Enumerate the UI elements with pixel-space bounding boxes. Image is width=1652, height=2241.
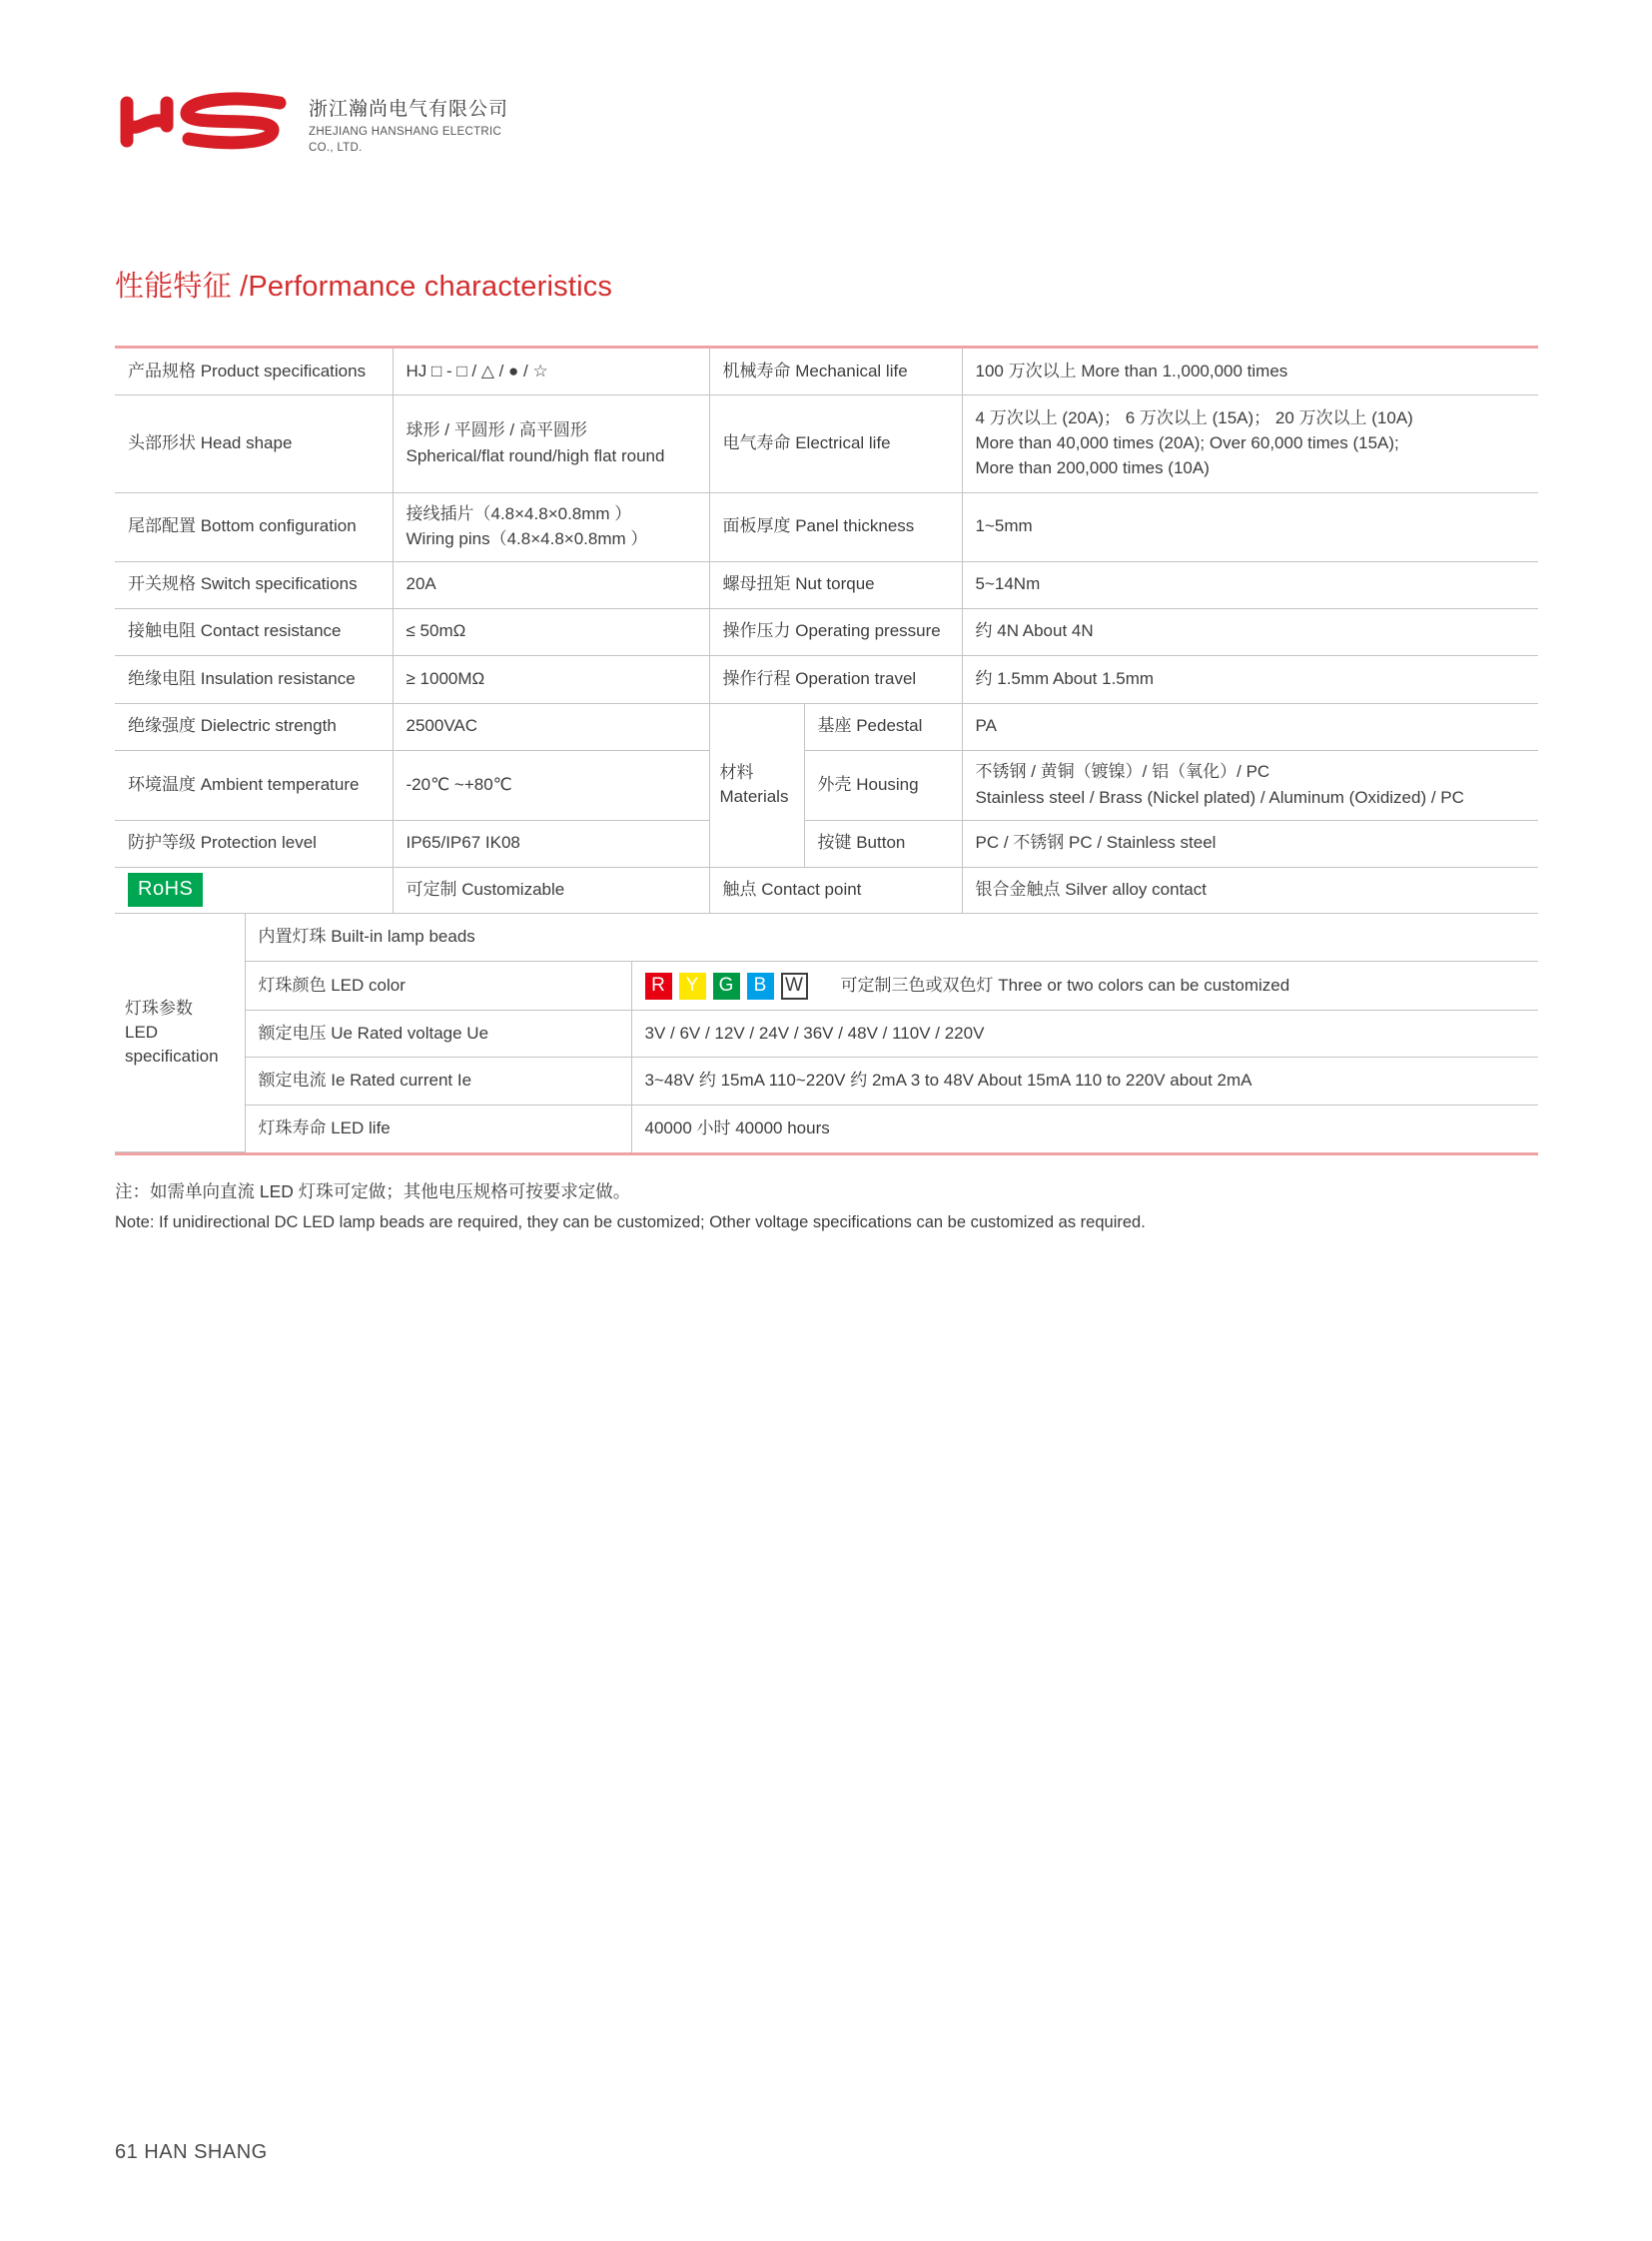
panel-thickness-label: 面板厚度 Panel thickness bbox=[709, 492, 962, 561]
operation-travel-label: 操作行程 Operation travel bbox=[709, 655, 962, 703]
button-material-label: 按键 Button bbox=[804, 820, 962, 867]
row-bottom-config bbox=[115, 492, 1538, 561]
row-product-spec bbox=[115, 349, 1538, 394]
led-yellow-badge: Y bbox=[679, 973, 706, 1000]
insulation-resistance-label: 绝缘电阻 Insulation resistance bbox=[115, 655, 393, 703]
row-led-voltage bbox=[115, 1011, 1538, 1058]
led-color-value bbox=[631, 962, 1538, 1011]
led-group-en2: specification bbox=[125, 1046, 219, 1066]
led-life-label: 灯珠寿命 LED life bbox=[245, 1106, 631, 1152]
materials-group-cell bbox=[709, 703, 804, 867]
housing-value-cn: 不锈钢 / 黄铜（镀镍）/ 铝（氧化）/ PC bbox=[975, 762, 1270, 782]
footnote-en: Note: If unidirectional DC LED lamp beads are required, they can be customized; Other voltage specifications can be customized as required. bbox=[115, 1213, 1146, 1231]
led-green-badge: G bbox=[713, 973, 740, 1000]
contact-point-value: 银合金触点 Silver alloy contact bbox=[962, 867, 1538, 913]
electrical-life-en1: More than 40,000 times (20A); Over 60,000 times (15A); bbox=[975, 432, 1399, 452]
led-spec-table bbox=[115, 914, 1538, 1153]
materials-label-cn: 材料 bbox=[719, 762, 754, 782]
electrical-life-value bbox=[962, 394, 1538, 492]
contact-resistance-value: ≤ 50mΩ bbox=[393, 608, 709, 655]
company-name-cn: 浙江瀚尚电气有限公司 bbox=[309, 99, 509, 120]
switch-spec-value: 20A bbox=[393, 561, 709, 608]
page-footer: 61 HAN SHANG bbox=[115, 2141, 268, 2163]
bottom-config-value-en: Wiring pins（4.8×4.8×0.8mm ） bbox=[406, 529, 648, 548]
housing-value bbox=[962, 750, 1538, 820]
company-name-block bbox=[309, 90, 508, 156]
insulation-resistance-value: ≥ 1000MΩ bbox=[393, 655, 709, 703]
contact-point-label: 触点 Contact point bbox=[709, 867, 962, 913]
performance-table bbox=[115, 349, 1538, 914]
bottom-config-value bbox=[393, 492, 709, 561]
row-led-color bbox=[115, 962, 1538, 1011]
housing-value-en: Stainless steel / Brass (Nickel plated) / Aluminum (Oxidized) / PC bbox=[975, 787, 1464, 807]
panel-thickness-value: 1~5mm bbox=[962, 492, 1538, 561]
led-current-value: 3~48V 约 15mA 110~220V 约 2mA 3 to 48V About 15mA 110 to 220V about 2mA bbox=[631, 1058, 1538, 1106]
row-rohs bbox=[115, 867, 1538, 913]
led-voltage-label: 额定电压 Ue Rated voltage Ue bbox=[245, 1011, 631, 1058]
bottom-config-label: 尾部配置 Bottom configuration bbox=[115, 492, 393, 561]
row-protection-level bbox=[115, 820, 1538, 867]
product-spec-value: HJ □ - □ / △ / ● / ☆ bbox=[393, 349, 709, 394]
electrical-life-label: 电气寿命 Electrical life bbox=[709, 394, 962, 492]
led-blue-badge: B bbox=[747, 973, 774, 1000]
head-shape-value-en: Spherical/flat round/high flat round bbox=[406, 445, 665, 465]
led-red-badge: R bbox=[645, 973, 672, 1000]
page-title: 性能特征 /Performance characteristics bbox=[115, 271, 613, 303]
nut-torque-value: 5~14Nm bbox=[962, 561, 1538, 608]
nut-torque-label: 螺母扭矩 Nut torque bbox=[709, 561, 962, 608]
housing-label: 外壳 Housing bbox=[804, 750, 962, 820]
bottom-config-value-cn: 接线插片（4.8×4.8×0.8mm ） bbox=[406, 503, 632, 523]
head-shape-value-cn: 球形 / 平圆形 / 高平圆形 bbox=[406, 420, 587, 440]
footnote bbox=[115, 1178, 1146, 1232]
led-voltage-value: 3V / 6V / 12V / 24V / 36V / 48V / 110V / 220V bbox=[631, 1011, 1538, 1058]
operating-pressure-value: 约 4N About 4N bbox=[962, 608, 1538, 655]
electrical-life-en2: More than 200,000 times (10A) bbox=[975, 458, 1210, 478]
footnote-cn: 注：如需单向直流 LED 灯珠可定做；其他电压规格可按要求定做。 bbox=[115, 1181, 631, 1201]
ambient-temperature-label: 环境温度 Ambient temperature bbox=[115, 750, 393, 820]
led-group-en1: LED bbox=[125, 1022, 159, 1042]
mechanical-life-value: 100 万次以上 More than 1.,000,000 times bbox=[962, 349, 1538, 394]
brand-header bbox=[113, 90, 508, 156]
head-shape-label: 头部形状 Head shape bbox=[115, 394, 393, 492]
row-insulation-resistance bbox=[115, 655, 1538, 703]
switch-spec-label: 开关规格 Switch specifications bbox=[115, 561, 393, 608]
led-color-badges bbox=[645, 973, 1529, 1000]
electrical-life-cn: 4 万次以上 (20A)； 6 万次以上 (15A)； 20 万次以上 (10A) bbox=[975, 407, 1413, 427]
row-ambient-temperature bbox=[115, 750, 1538, 820]
dielectric-strength-value: 2500VAC bbox=[393, 703, 709, 750]
led-color-label: 灯珠颜色 LED color bbox=[245, 962, 631, 1011]
rohs-badge: RoHS bbox=[128, 873, 203, 907]
button-material-value: PC / 不锈钢 PC / Stainless steel bbox=[962, 820, 1538, 867]
protection-level-value: IP65/IP67 IK08 bbox=[393, 820, 709, 867]
led-life-value: 40000 小时 40000 hours bbox=[644, 1119, 830, 1138]
contact-resistance-label: 接触电阻 Contact resistance bbox=[115, 608, 393, 655]
led-white-badge: W bbox=[781, 973, 808, 1000]
mechanical-life-label: 机械寿命 Mechanical life bbox=[709, 349, 962, 394]
row-led-life bbox=[115, 1106, 1538, 1152]
led-group-cell bbox=[115, 914, 245, 1152]
spec-tables bbox=[115, 346, 1538, 1155]
row-contact-resistance bbox=[115, 608, 1538, 655]
ambient-temperature-value: -20℃ ~+80℃ bbox=[393, 750, 709, 820]
led-current-label: 额定电流 Ie Rated current Ie bbox=[245, 1058, 631, 1106]
led-built-in-label: 内置灯珠 Built-in lamp beads bbox=[245, 914, 1538, 962]
company-name-en-line2: CO., LTD. bbox=[309, 141, 363, 154]
materials-label-en: Materials bbox=[719, 787, 789, 806]
product-spec-label: 产品规格 Product specifications bbox=[115, 349, 393, 394]
head-shape-value bbox=[393, 394, 709, 492]
hs-logo-icon bbox=[113, 90, 295, 154]
operation-travel-value: 约 1.5mm About 1.5mm bbox=[962, 655, 1538, 703]
row-switch-spec bbox=[115, 561, 1538, 608]
row-led-built-in bbox=[115, 914, 1538, 962]
dielectric-strength-label: 绝缘强度 Dielectric strength bbox=[115, 703, 393, 750]
row-dielectric-strength bbox=[115, 703, 1538, 750]
company-name-en-line1: ZHEJIANG HANSHANG ELECTRIC bbox=[309, 126, 502, 138]
protection-level-label: 防护等级 Protection level bbox=[115, 820, 393, 867]
led-color-note: 可定制三色或双色灯 Three or two colors can be customized bbox=[840, 975, 1290, 995]
rohs-cell bbox=[115, 867, 393, 913]
led-group-cn: 灯珠参数 bbox=[125, 998, 193, 1018]
pedestal-label: 基座 Pedestal bbox=[804, 703, 962, 750]
row-head-shape bbox=[115, 394, 1538, 492]
rohs-value: 可定制 Customizable bbox=[393, 867, 709, 913]
row-led-current bbox=[115, 1058, 1538, 1106]
pedestal-value: PA bbox=[962, 703, 1538, 750]
operating-pressure-label: 操作压力 Operating pressure bbox=[709, 608, 962, 655]
